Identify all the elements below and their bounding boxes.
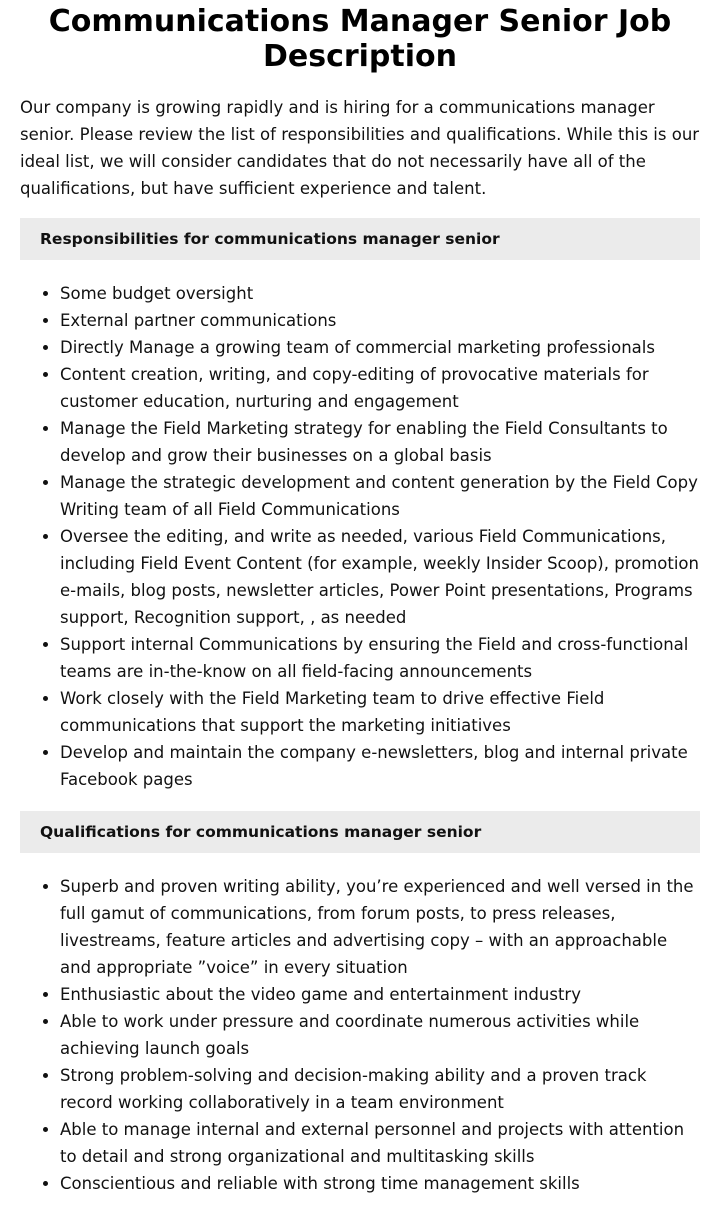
list-item: Develop and maintain the company e-newsletters, blog and internal private Facebook pages [60, 739, 700, 793]
responsibilities-heading: Responsibilities for communications manager senior [20, 218, 700, 260]
list-item: Content creation, writing, and copy-editing of provocative materials for customer education, nurturing and engagement [60, 361, 700, 415]
list-item: Work closely with the Field Marketing team to drive effective Field communications that support the marketing initiatives [60, 685, 700, 739]
qualifications-list [20, 873, 700, 1197]
list-item: Manage the strategic development and content generation by the Field Copy Writing team of all Field Communications [60, 469, 700, 523]
list-item: Conscientious and reliable with strong time management skills [60, 1170, 700, 1197]
responsibilities-list [20, 280, 700, 793]
page-title: Communications Manager Senior Job Description [48, 4, 672, 74]
list-item: Support internal Communications by ensuring the Field and cross-functional teams are in-the-know on all field-facing announcements [60, 631, 700, 685]
list-item: Able to manage internal and external personnel and projects with attention to detail and strong organizational and multitasking skills [60, 1116, 700, 1170]
list-item: Directly Manage a growing team of commercial marketing professionals [60, 334, 700, 361]
list-item: Superb and proven writing ability, you’re experienced and well versed in the full gamut of communications, from forum posts, to press releases, livestreams, feature articles and advertising copy – with an approachable and appropriate ”voice” in every situation [60, 873, 700, 981]
list-item: Able to work under pressure and coordinate numerous activities while achieving launch goals [60, 1008, 700, 1062]
list-item: Enthusiastic about the video game and entertainment industry [60, 981, 700, 1008]
list-item: Some budget oversight [60, 280, 700, 307]
list-item: Manage the Field Marketing strategy for enabling the Field Consultants to develop and grow their businesses on a global basis [60, 415, 700, 469]
list-item: Strong problem-solving and decision-making ability and a proven track record working collaboratively in a team environment [60, 1062, 700, 1116]
list-item: Oversee the editing, and write as needed, various Field Communications, including Field Event Content (for example, weekly Insider Scoop), promotion e-mails, blog posts, newsletter articles, Power Point presentations, Programs support, Recognition support, , as needed [60, 523, 700, 631]
intro-paragraph: Our company is growing rapidly and is hiring for a communications manager senior. Please review the list of responsibilities and qualifications. While this is our ideal list, we will consider candidates that do not necessarily have all of the qualifications, but have sufficient experience and talent. [20, 98, 700, 198]
list-item: External partner communications [60, 307, 700, 334]
qualifications-heading: Qualifications for communications manager senior [20, 811, 700, 853]
